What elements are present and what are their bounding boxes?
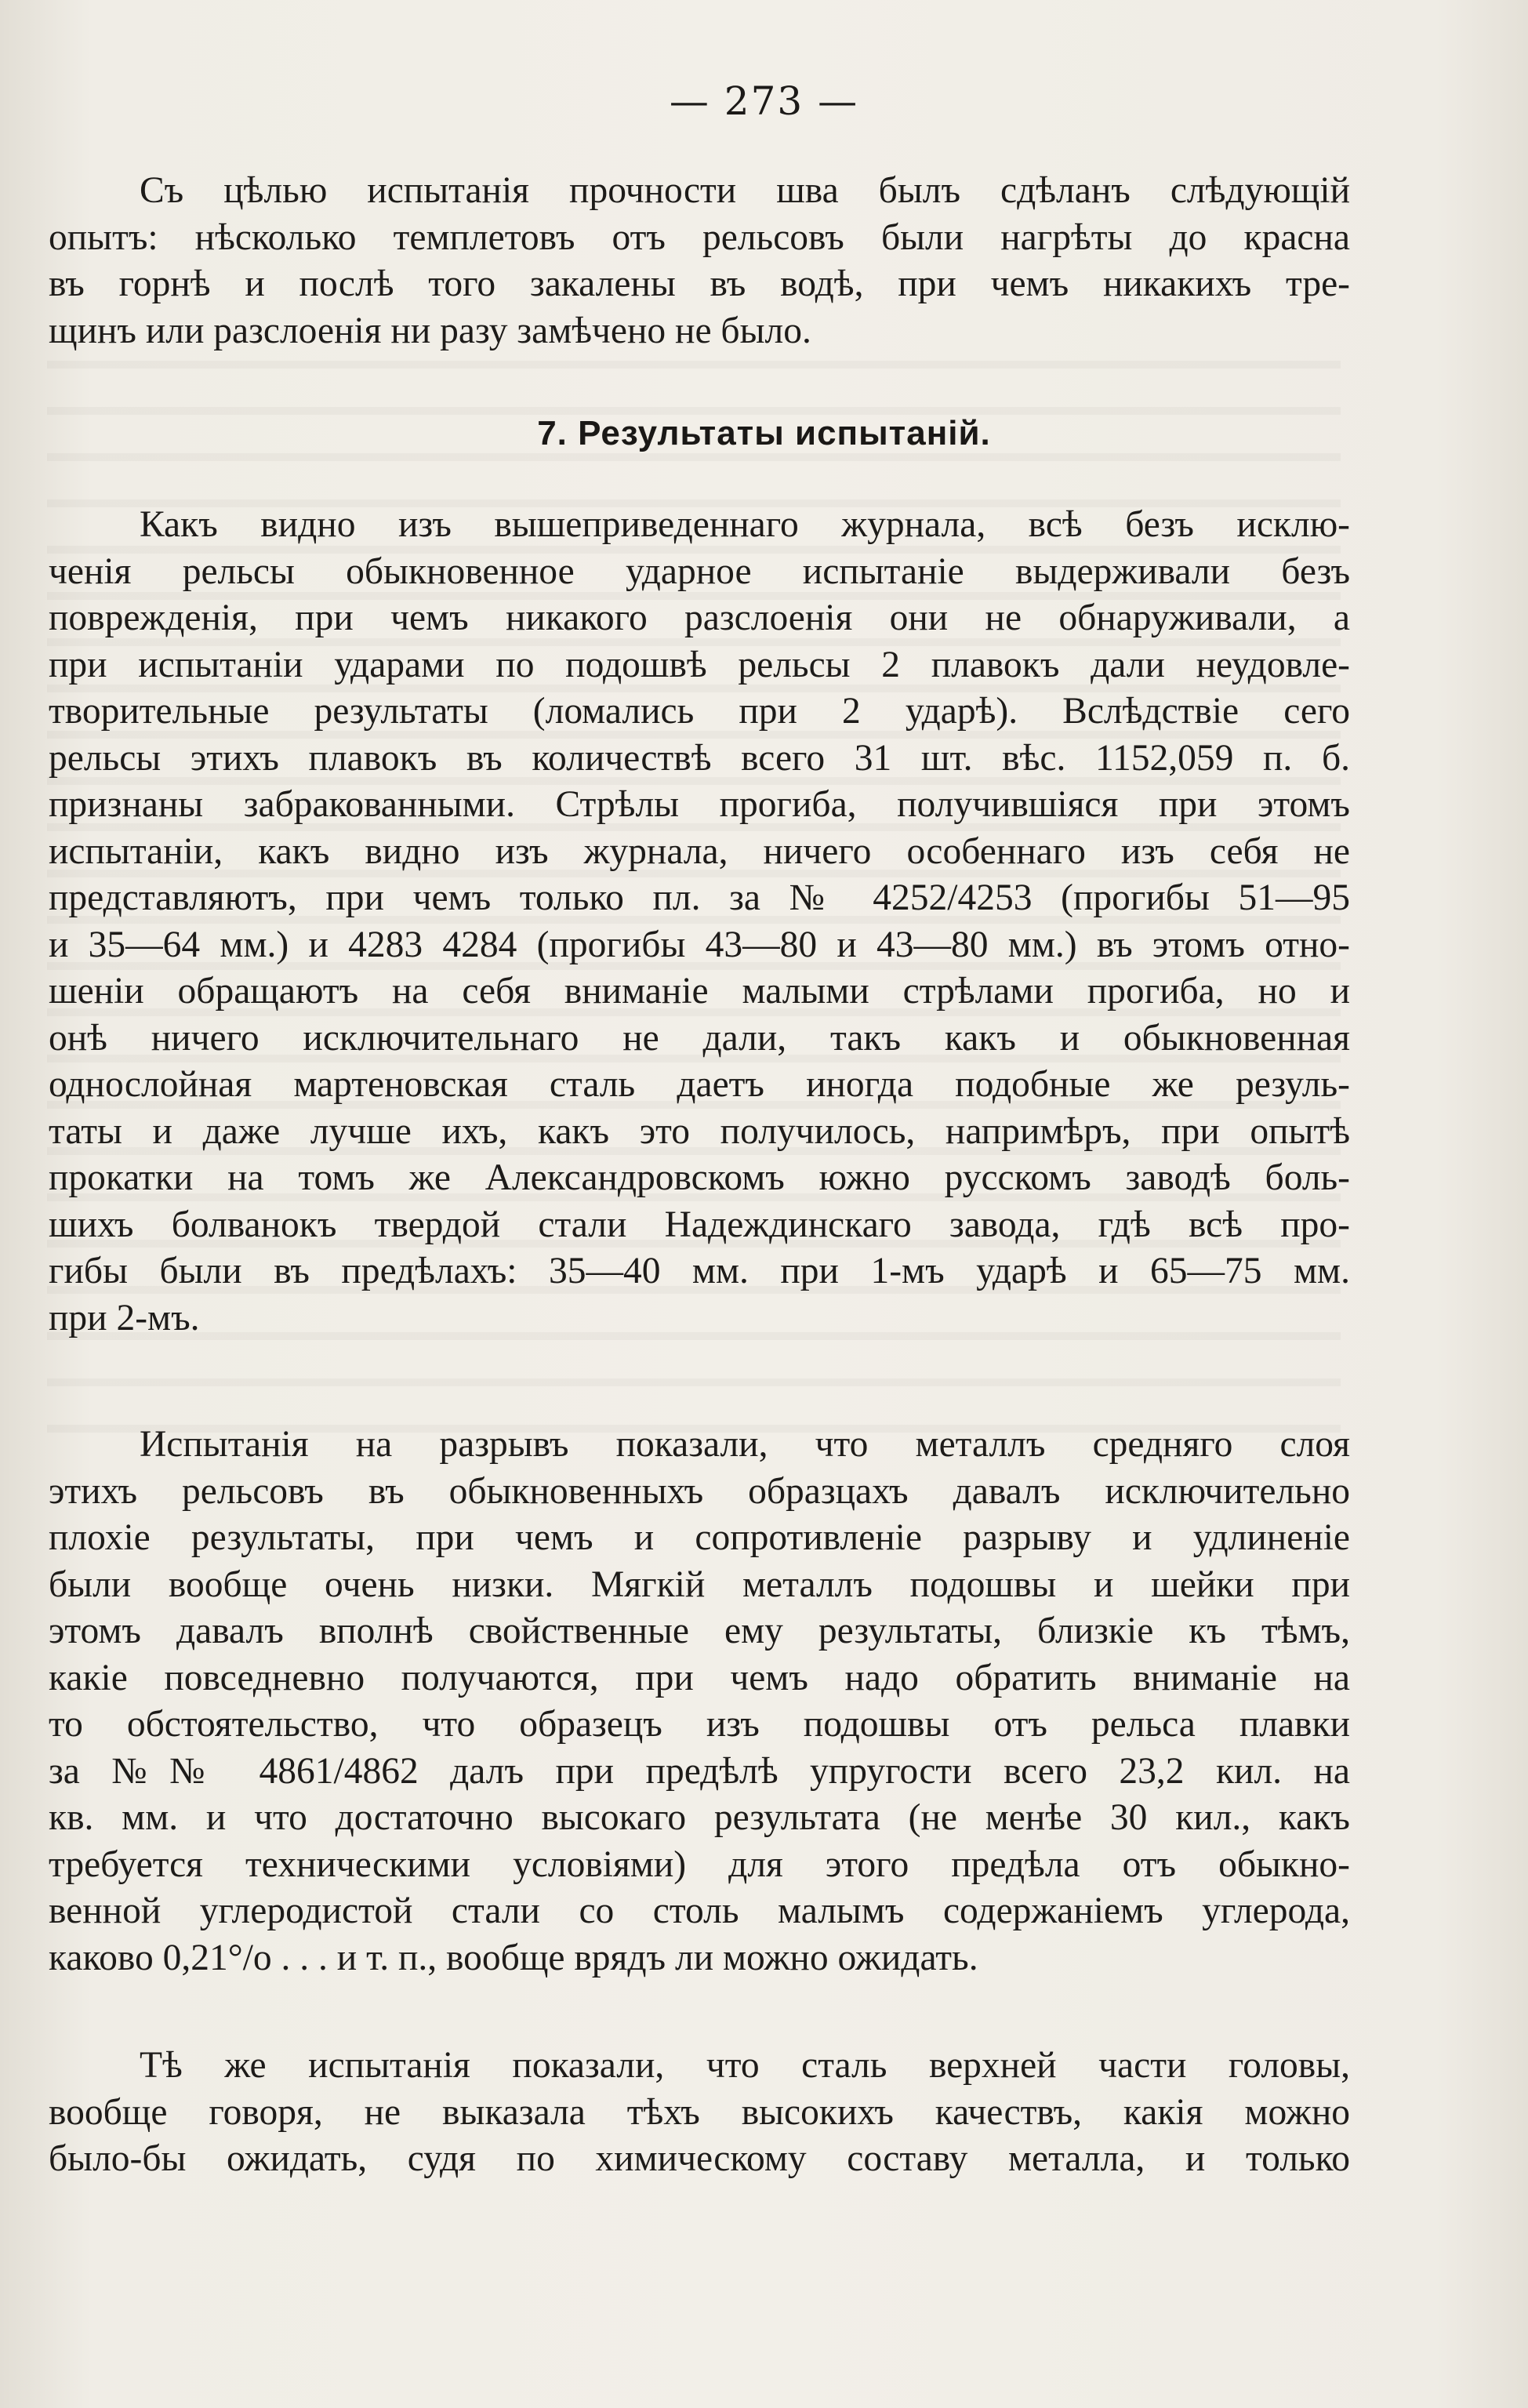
text-line: кв. мм. и что достаточно высокаго результата (не менѣе 30 кил., какъ [49,1797,1350,1838]
text-line: въ горнѣ и послѣ того закалены въ водѣ, при чемъ никакихъ тре- [49,263,1350,304]
text-line: и 35—64 мм.) и 4283 4284 (прогибы 43—80 и 43—80 мм.) въ этомъ отно- [49,924,1350,965]
text-line: онѣ ничего исключительнаго не дали, такъ какъ и обыкновенная [49,1017,1350,1059]
text-line: представляютъ, при чемъ только пл. за № 4252/4253 (прогибы 51—95 [49,877,1350,918]
text-line: за №№ 4861/4862 далъ при предѣлѣ упругости всего 23,2 кил. на [49,1750,1350,1792]
text-line: этомъ давалъ вполнѣ свойственные ему результаты, близкіе къ тѣмъ, [49,1611,1350,1651]
text-line: признаны забракованными. Стрѣлы прогиба, получившіяся при этомъ [49,784,1350,825]
text-line: таты и даже лучше ихъ, какъ это получилось, напримѣръ, при опытѣ [49,1110,1350,1152]
text-line: было-бы ожидать, судя по химическому составу металла, и только [49,2138,1350,2179]
text-line: вообще говоря, не выказала тѣхъ высокихъ качествъ, какія можно [49,2091,1350,2133]
text-line: однослойная мартеновская сталь даетъ иногда подобные же резуль- [49,1064,1350,1105]
text-line: Съ цѣлью испытанія прочности шва былъ сдѣланъ слѣдующій [140,170,1350,211]
page-number: — 273 — [669,78,859,124]
text-line: какіе повседневно получаются, при чемъ надо обратить вниманіе на [49,1657,1350,1698]
text-line: Тѣ же испытанія показали, что сталь верхней части головы, [140,2045,1350,2086]
text-line: Какъ видно изъ вышеприведеннаго журнала, всѣ безъ исклю- [140,504,1350,545]
text-line: требуется техническими условіями) для этого предѣла отъ обыкно- [49,1843,1350,1885]
text-line: гибы были въ предѣлахъ: 35—40 мм. при 1-мъ ударѣ и 65—75 мм. [49,1251,1350,1291]
text-line: при 2-мъ. [49,1297,200,1338]
paragraph-tensile-tests [49,1422,1350,1981]
text-line: творительные результаты (ломались при 2 ударѣ). Вслѣдствіе сего [49,691,1350,732]
text-line: этихъ рельсовъ въ обыкновенныхъ образцахъ давалъ исключительно [49,1470,1350,1512]
text-line: испытаніи, какъ видно изъ журнала, ничего особеннаго изъ себя не [49,830,1350,872]
text-line: прокатки на томъ же Александровскомъ южно русскомъ заводѣ боль- [49,1157,1350,1198]
text-line: то обстоятельство, что образецъ изъ подошвы отъ рельса плавки [49,1704,1350,1745]
text-line: рельсы этихъ плавокъ въ количествѣ всего 31 шт. вѣс. 1152,059 п. б. [49,737,1350,779]
text-line: венной углеродистой стали со столь малымъ содержаніемъ углерода, [49,1890,1350,1931]
text-line: опытъ: нѣсколько темплетовъ отъ рельсовъ были нагрѣты до красна [49,216,1350,258]
text-line: шеніи обращаютъ на себя вниманіе малыми стрѣлами прогиба, но и [49,971,1350,1012]
paragraph-head-steel [49,2043,1350,2183]
text-line: щинъ или разслоенія ни разу замѣчено не было. [49,310,811,351]
text-line: каково 0,21°/о . . . и т. п., вообще врядъ ли можно ожидать. [49,1937,978,1978]
text-line: поврежденія, при чемъ никакого разслоенія они не обнаруживали, а [49,597,1350,638]
text-line: были вообще очень низки. Мягкій металлъ подошвы и шейки при [49,1564,1350,1605]
text-line: плохіе результаты, при чемъ и сопротивленіе разрыву и удлиненіе [49,1517,1350,1558]
text-line: ченія рельсы обыкновенное ударное испытаніе выдерживали безъ [49,550,1350,592]
text-line: при испытаніи ударами по подошвѣ рельсы 2 плавокъ дали неудовле- [49,644,1350,685]
paragraph-weld-test [49,168,1350,354]
section-heading: 7. Результаты испытаній. [537,414,991,452]
text-line: шихъ болванокъ твердой стали Надеждинскаго завода, гдѣ всѣ про- [49,1204,1350,1245]
paragraph-test-results [49,502,1350,1342]
text-line: Испытанія на разрывъ показали, что металлъ средняго слоя [140,1424,1350,1465]
